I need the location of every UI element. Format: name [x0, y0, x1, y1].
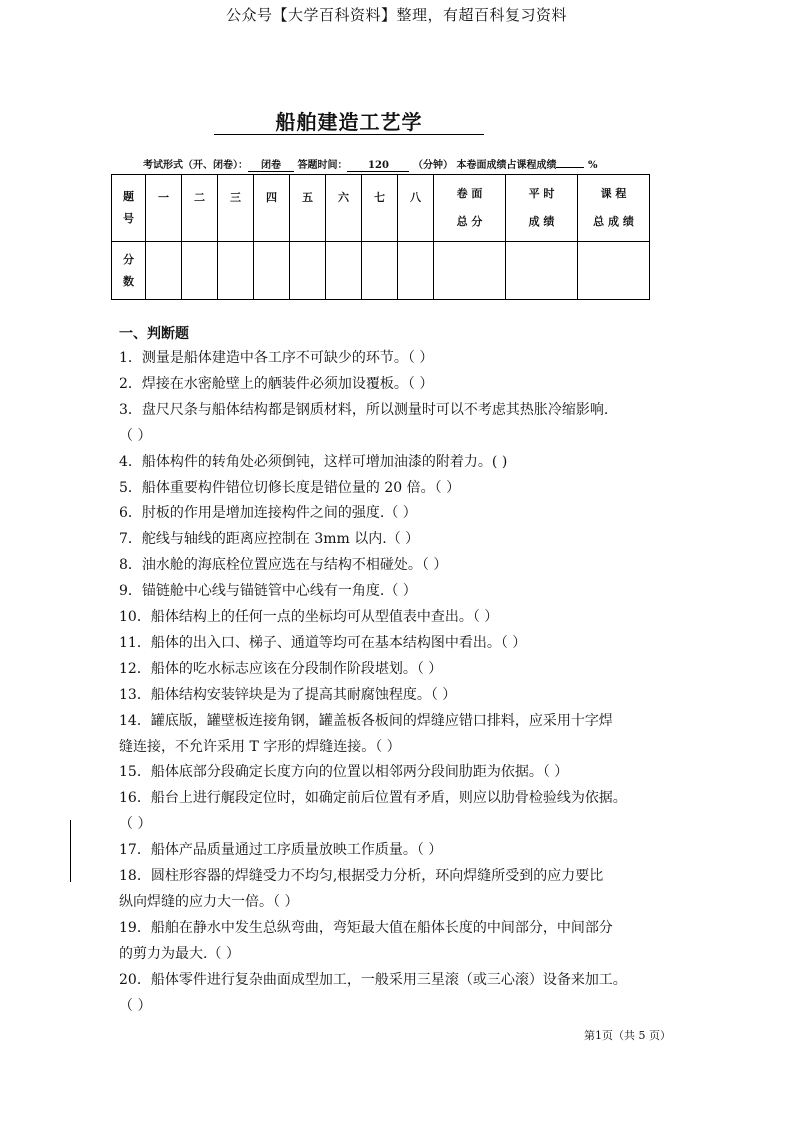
score-row-header: 分 数: [112, 242, 146, 300]
question-item: 17．船体产品质量通过工序质量放映工作质量。（ ）: [119, 842, 443, 859]
page-header: 公众号【大学百科资料】整理，有超百科复习资料: [225, 6, 567, 24]
paper-total-header: 卷 面 总 分: [434, 175, 506, 242]
exam-time-label: 答题时间：: [297, 160, 348, 171]
course-total-header: 课 程 总 成 绩: [578, 175, 650, 242]
question-item: 15．船体底部分段确定长度方向的位置以相邻两分段间肋距为依据。（ ）: [119, 764, 569, 781]
score-cell[interactable]: [362, 242, 398, 300]
score-table-score-row: [112, 242, 650, 300]
score-cell[interactable]: [254, 242, 290, 300]
column-header-1: 一: [146, 175, 182, 242]
question-item: 14．罐底版，罐壁板连接角钢，罐盖板各板间的焊缝应错口排料，应采用十字焊: [119, 712, 613, 729]
question-item-continuation: （ ）: [119, 997, 152, 1014]
usual-score-header: 平 时 成 绩: [506, 175, 578, 242]
question-item: 11．船体的出入口、梯子、通道等均可在基本结构图中看出。（ ）: [119, 634, 527, 651]
column-header-4: 四: [254, 175, 290, 242]
usual-score-cell[interactable]: [506, 242, 578, 300]
score-ratio-label: 本卷面成绩占课程成绩: [456, 160, 557, 171]
question-item: 20．船体零件进行复杂曲面成型加工，一般采用三星滚（或三心滚）设备来加工。: [119, 971, 627, 988]
score-ratio-value: [556, 167, 584, 168]
question-item-continuation: （ ）: [119, 816, 152, 833]
question-item: 6．肘板的作用是增加连接构件之间的强度.（ ）: [119, 505, 417, 522]
score-cell[interactable]: [182, 242, 218, 300]
question-item: 5．船体重要构件错位切修长度是错位量的 20 倍。（ ）: [119, 479, 461, 496]
question-item: 13．船体结构安装锌块是为了提高其耐腐蚀程度。（ ）: [119, 686, 457, 703]
question-item: 2．焊接在水密舱壁上的舾装件必须加设覆板。（ ）: [119, 375, 434, 392]
exam-title: 船舶建造工艺学: [275, 110, 423, 134]
question-item: 9．锚链舱中心线与锚链管中心线有一角度.（ ）: [119, 583, 417, 600]
question-item-continuation: 缝连接，不允许采用 T 字形的焊缝连接。（ ）: [119, 738, 401, 755]
question-item: 4．船体构件的转角处必须倒钝，这样可增加油漆的附着力。( ): [119, 453, 508, 470]
course-total-cell[interactable]: [578, 242, 650, 300]
score-cell[interactable]: [398, 242, 434, 300]
question-item: 18．圆柱形容器的焊缝受力不均匀,根据受力分析，环向焊缝所受到的应力要比: [119, 868, 604, 884]
exam-form-label: 考试形式（开、闭卷）：: [143, 160, 248, 171]
question-item: 8．油水舱的海底栓位置应选在与结构不相碰处。（ ）: [119, 557, 448, 574]
column-header-8: 八: [398, 175, 434, 242]
question-item: 19．船舶在静水中发生总纵弯曲，弯矩最大值在船体长度的中间部分，中间部分: [119, 919, 613, 936]
question-number-header: 题 号: [112, 175, 146, 242]
score-table: [111, 174, 650, 300]
score-cell[interactable]: [326, 242, 362, 300]
column-header-7: 七: [362, 175, 398, 242]
column-header-6: 六: [326, 175, 362, 242]
score-cell[interactable]: [290, 242, 326, 300]
score-table-header-row: [112, 175, 650, 242]
column-header-2: 二: [182, 175, 218, 242]
question-item: 3．盘尺尺条与船体结构都是钢质材料，所以测量时可以不考虑其热胀冷缩影响.: [119, 401, 609, 418]
column-header-3: 三: [218, 175, 254, 242]
section-title: 一、判断题: [119, 326, 189, 342]
question-item-continuation: 的剪力为最大.（ ）: [119, 945, 240, 962]
exam-form-value: 闭卷: [248, 156, 294, 172]
score-cell[interactable]: [146, 242, 182, 300]
question-item: 10．船体结构上的任何一点的坐标均可从型值表中查出。（ ）: [119, 609, 499, 625]
page-footer: 第1页（共 5 页）: [584, 1029, 671, 1042]
percent-sign: %: [587, 160, 598, 171]
question-item-continuation: （ ）: [119, 427, 152, 444]
question-item: 16．船台上进行艉段定位时，如确定前后位置有矛盾，则应以肋骨检验线为依据。: [119, 790, 627, 807]
margin-line: [70, 820, 71, 882]
paper-total-cell[interactable]: [434, 242, 506, 300]
question-item: 7．舵线与轴线的距离应控制在 3mm 以内.（ ）: [119, 531, 420, 548]
column-header-5: 五: [290, 175, 326, 242]
exam-time-unit: （分钟）: [412, 160, 453, 171]
title-underline: [214, 134, 484, 135]
question-item-continuation: 纵向焊缝的应力大一倍。（ ）: [119, 893, 299, 910]
exam-time-value: 120: [347, 160, 409, 172]
question-item: 1．测量是船体建造中各工序不可缺少的环节。（ ）: [119, 350, 434, 366]
exam-meta-line: [143, 156, 597, 172]
question-item: 12．船体的吃水标志应该在分段制作阶段堪划。（ ）: [119, 660, 443, 677]
score-cell[interactable]: [218, 242, 254, 300]
